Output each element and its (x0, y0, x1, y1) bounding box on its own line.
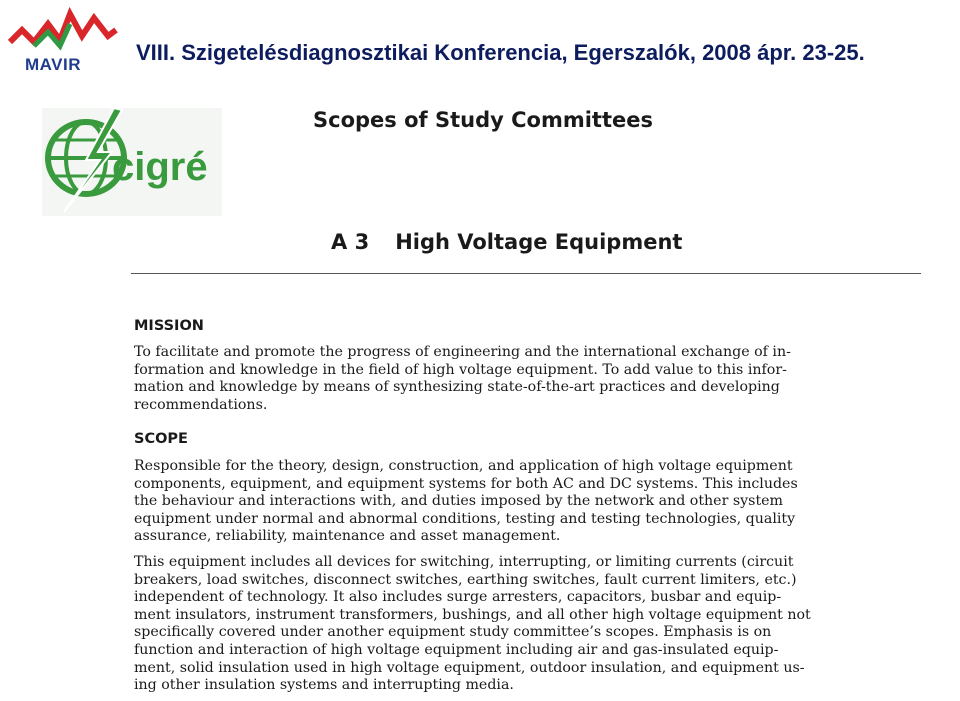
scope-line: ment, solid insulation used in high voltage equipment, outdoor insulation, and equipment us- (134, 659, 805, 676)
mavir-logo-text: MAVIR (25, 55, 82, 74)
scope-line: specifically covered under another equipment study committee’s scopes. Emphasis is on (134, 624, 772, 641)
scope-line: function and interaction of high voltage equipment including air and gas-insulated equip- (134, 641, 779, 658)
scope-line: the behaviour and interactions with, and duties imposed by the network and other system (134, 493, 783, 510)
scope-line: independent of technology. It also includes surge arresters, capacitors, busbar and equip- (134, 589, 782, 606)
scope-line: ment insulators, instrument transformers, bushings, and all other high voltage equipment not (134, 606, 811, 623)
cigre-logo-text: cigré (112, 145, 208, 189)
mission-text (134, 344, 924, 414)
scope-line: equipment under normal and abnormal conditions, testing and testing technologies, quality (134, 510, 796, 527)
scope-line: assurance, reliability, maintenance and asset management. (134, 528, 561, 545)
divider (131, 273, 921, 274)
conference-title: VIII. Szigetelésdiagnosztikai Konferencia, Egerszalók, 2008 ápr. 23-25. (136, 40, 865, 65)
cigre-logo (42, 108, 222, 216)
mission-line: formation and knowledge in the field of high voltage equipment. To add value to this infor- (134, 361, 787, 378)
mission-heading: MISSION (134, 318, 204, 334)
scope-heading: SCOPE (134, 431, 188, 447)
cigre-globe-icon (42, 108, 222, 216)
mavir-zigzag-icon (8, 6, 120, 58)
scope-paragraph-1 (134, 458, 924, 546)
committee-code: A 3 (331, 230, 370, 254)
committee-title (331, 230, 682, 254)
document-heading: Scopes of Study Committees (313, 108, 653, 132)
mission-line: To facilitate and promote the progress of engineering and the international exchange of in- (134, 344, 791, 360)
scope-paragraph-2 (134, 554, 924, 695)
mission-line: recommendations. (134, 396, 268, 413)
scope-line: ing other insulation systems and interrupting media. (134, 677, 514, 694)
scope-line: breakers, load switches, disconnect switches, earthing switches, fault current limiters, etc.) (134, 571, 797, 588)
scope-line: Responsible for the theory, design, construction, and application of high voltage equipment (134, 458, 793, 474)
committee-name: High Voltage Equipment (395, 230, 683, 254)
scope-line: components, equipment, and equipment systems for both AC and DC systems. This includes (134, 475, 798, 492)
mission-line: mation and knowledge by means of synthesizing state-of-the-art practices and developing (134, 379, 780, 396)
scope-line: This equipment includes all devices for switching, interrupting, or limiting currents (circuit (134, 554, 794, 570)
